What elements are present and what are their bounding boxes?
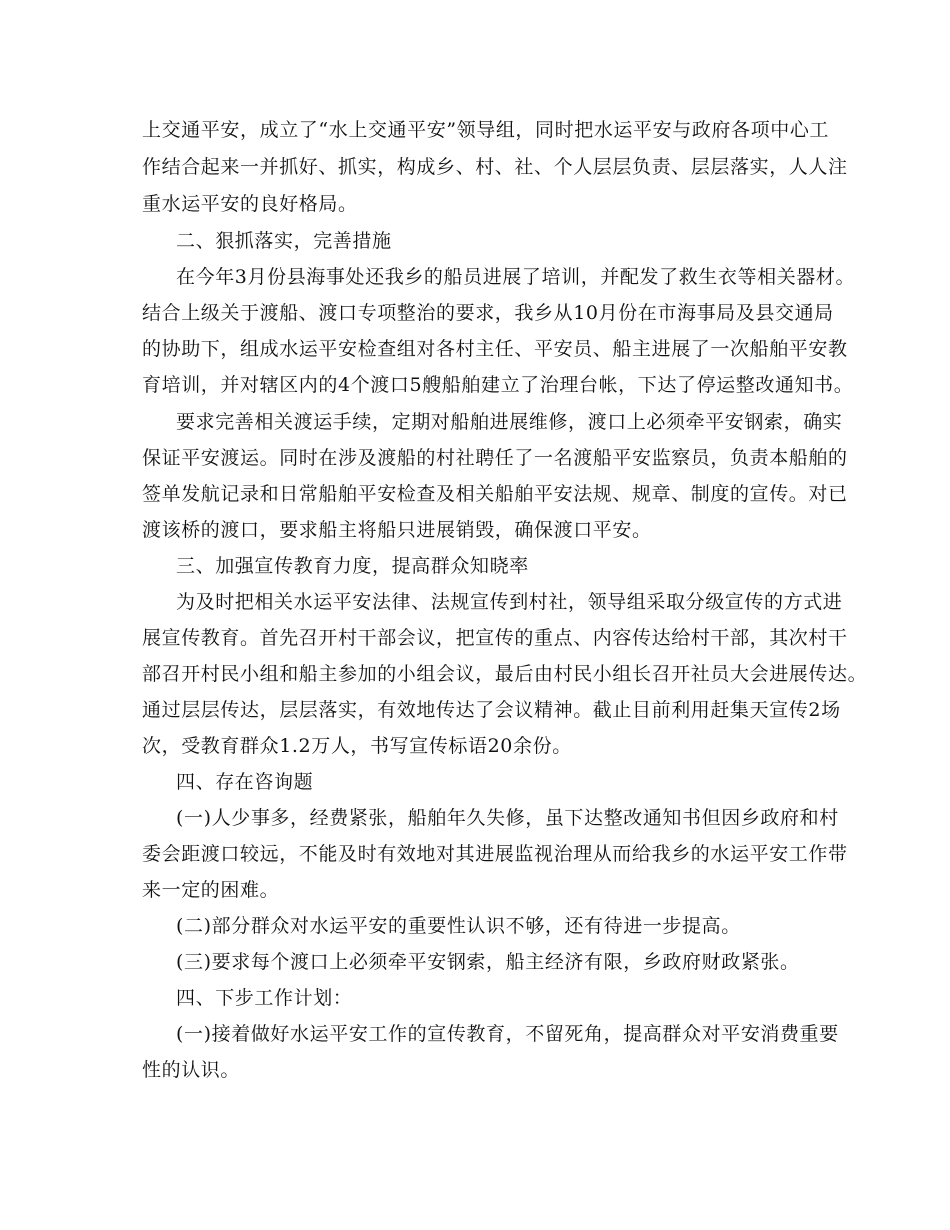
paragraph-line: 育培训，并对辖区内的4个渡口5艘船舶建立了治理台帐，下达了停运整改通知书。 [142, 374, 854, 396]
section-heading: 三、加强宣传教育力度，提高群众知晓率 [176, 555, 529, 577]
section-heading: 四、下步工作计划： [176, 987, 353, 1009]
paragraph-line: 签单发航记录和日常船舶平安检查及相关船舶平安法规、规章、制度的宣传。对已 [142, 483, 848, 505]
paragraph-line: 性的认识。 [142, 1059, 241, 1081]
paragraph-line: (三)要求每个渡口上必须牵平安钢索，船主经济有限，乡政府财政紧张。 [176, 951, 800, 973]
paragraph-line: 保证平安渡运。同时在涉及渡船的村社聘任了一名渡船平安监察员，负责本船舶的 [142, 447, 848, 469]
paragraph-line: 渡该桥的渡口，要求船主将船只进展销毁，确保渡口平安。 [142, 519, 652, 541]
paragraph-line: (二)部分群众对水运平安的重要性认识不够，还有待进一步提高。 [176, 915, 741, 937]
paragraph-line: 委会距渡口较远，不能及时有效地对其进展监视治理从而给我乡的水运平安工作带 [142, 843, 848, 865]
paragraph-line: 的协助下，组成水运平安检查组对各村主任、平安员、船主进展了一次船舶平安教 [142, 338, 848, 360]
paragraph-line: 为及时把相关水运平安法律、法规宣传到村社，领导组采取分级宣传的方式进 [176, 591, 843, 613]
paragraph-line: 通过层层传达，层层落实，有效地传达了会议精神。截止目前利用赶集天宣传2场 [142, 699, 841, 721]
paragraph-line: (一)接着做好水运平安工作的宣传教育，不留死角，提高群众对平安消费重要 [176, 1023, 839, 1045]
section-heading: 二、狠抓落实，完善措施 [176, 230, 392, 252]
paragraph-line: 在今年3月份县海事处还我乡的船员进展了培训，并配发了救生衣等相关器材。 [176, 266, 856, 288]
paragraph-line: 作结合起来一并抓好、抓实，构成乡、村、社、个人层层负责、层层落实，人人注 [142, 156, 848, 178]
paragraph-line: 来一定的困难。 [142, 879, 280, 901]
paragraph-line: 结合上级关于渡船、渡口专项整治的要求，我乡从10月份在市海事局及县交通局 [142, 302, 834, 324]
paragraph-line: 部召开村民小组和船主参加的小组会议，最后由村民小组长召开社员大会进展传达。 [142, 663, 868, 685]
paragraph-line: (一)人少事多，经费紧张，船舶年久失修，虽下达整改通知书但因乡政府和村 [176, 807, 839, 829]
section-heading: 四、存在咨询题 [176, 771, 314, 793]
paragraph-line: 要求完善相关渡运手续，定期对船舶进展维修，渡口上必须牵平安钢索，确实 [176, 411, 843, 433]
paragraph-line: 次，受教育群众1.2万人，书写宣传标语20余份。 [142, 735, 572, 757]
paragraph-line: 上交通平安，成立了“水上交通平安”领导组，同时把水运平安与政府各项中心工 [142, 119, 830, 141]
paragraph-line: 重水运平安的良好格局。 [142, 193, 358, 215]
paragraph-line: 展宣传教育。首先召开村干部会议，把宣传的重点、内容传达给村干部，其次村干 [142, 627, 848, 649]
